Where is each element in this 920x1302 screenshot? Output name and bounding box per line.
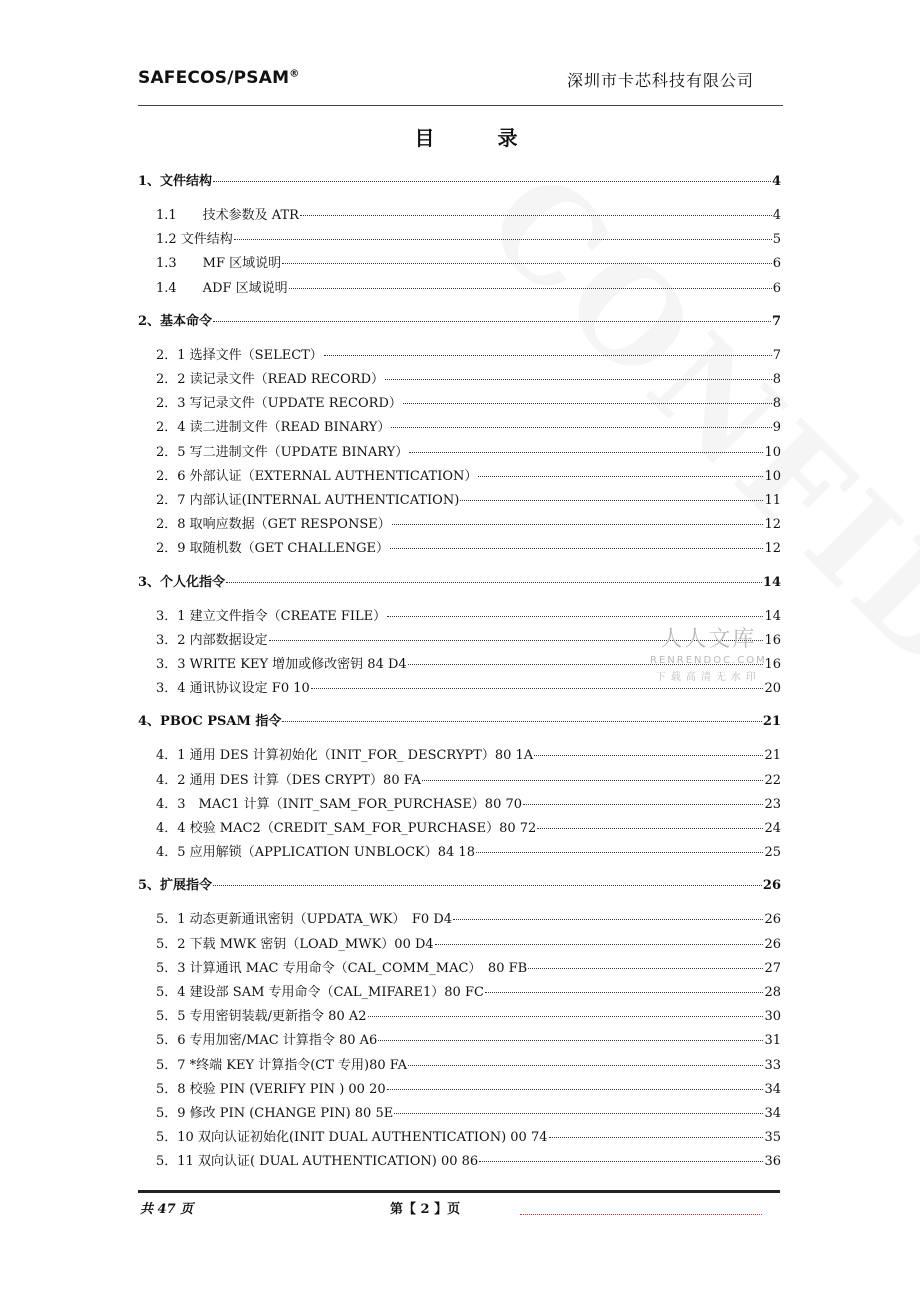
- toc-leader-dots: [485, 992, 764, 993]
- toc-entry-label: 4．2 通用 DES 计算（DES CRYPT）80 FA: [156, 772, 421, 788]
- toc-entry-page: 14: [764, 608, 781, 624]
- toc-entry-page: 33: [764, 1057, 781, 1073]
- toc-entry[interactable]: [138, 441, 781, 460]
- toc-entry-label: 4、PBOC PSAM 指令: [138, 714, 282, 730]
- toc-entry[interactable]: [138, 981, 781, 1000]
- toc-entry[interactable]: [138, 204, 781, 223]
- toc-entry-page: 28: [764, 985, 781, 1000]
- toc-entry-label: 5．1 动态更新通讯密钥（UPDATA_WK） F0 D4: [156, 912, 453, 928]
- toc-entry[interactable]: [138, 489, 781, 508]
- toc-entry-page: 12: [764, 541, 781, 557]
- toc-entry-label: 2．5 写二进制文件（UPDATE BINARY）: [156, 444, 409, 460]
- toc-entry[interactable]: [138, 957, 781, 976]
- toc-entry-page: 34: [764, 1106, 781, 1121]
- toc-entry[interactable]: [138, 537, 781, 556]
- toc-leader-dots: [391, 427, 771, 428]
- toc-entry-label: 1、文件结构: [138, 174, 213, 189]
- watermark-tagline: 下载高清无水印: [655, 672, 761, 683]
- toc-entry-label: 3．3 WRITE KEY 增加或修改密钥 84 D4: [156, 657, 407, 672]
- toc-entry[interactable]: [138, 228, 781, 247]
- toc-leader-dots: [213, 321, 771, 322]
- toc-entry[interactable]: [138, 416, 781, 435]
- toc-entry[interactable]: [138, 344, 781, 363]
- toc-entry-label: 2．8 取响应数据（GET RESPONSE）: [156, 517, 391, 533]
- toc-entry-page: 26: [762, 878, 781, 894]
- toc-entry[interactable]: [138, 1078, 781, 1097]
- toc-leader-dots: [523, 804, 763, 805]
- toc-entry-page: 5: [772, 232, 781, 248]
- toc-entry-page: 25: [764, 845, 781, 861]
- toc-entry-label: 5．10 双向认证初始化(INIT DUAL AUTHENTICATION) 00 74: [156, 1130, 548, 1146]
- toc-entry-label: 2．2 读记录文件（READ RECORD）: [156, 372, 384, 387]
- toc-entry-page: 35: [764, 1130, 781, 1146]
- watermark-url: RENRENDOC.COM: [650, 655, 767, 666]
- toc-entry-label: 3、个人化指令: [138, 574, 226, 590]
- toc-leader-dots: [408, 1065, 763, 1066]
- toc-entry[interactable]: [138, 513, 781, 532]
- toc-entry[interactable]: [138, 465, 781, 484]
- toc-leader-dots: [435, 944, 764, 945]
- toc-entry-page: 10: [764, 444, 781, 460]
- toc-section-heading[interactable]: [138, 310, 781, 329]
- footer-divider: [138, 1190, 780, 1193]
- toc-entry-label: 1.2 文件结构: [156, 232, 233, 248]
- toc-entry-page: 20: [764, 681, 781, 697]
- site-watermark: [650, 622, 767, 683]
- toc-entry-page: 21: [762, 714, 781, 730]
- toc-leader-dots: [289, 288, 772, 289]
- toc-entry-label: 5．11 双向认证( DUAL AUTHENTICATION) 00 86: [156, 1154, 479, 1170]
- toc-entry-page: 8: [772, 396, 781, 412]
- toc-entry[interactable]: [138, 252, 781, 271]
- toc-entry-label: 5．9 修改 PIN (CHANGE PIN) 80 5E: [156, 1106, 394, 1121]
- toc-entry[interactable]: [138, 277, 781, 296]
- toc-entry-label: 2、基本命令: [138, 313, 213, 329]
- toc-leader-dots: [478, 476, 763, 477]
- toc-leader-dots: [324, 355, 772, 356]
- footer-dotted-line: [520, 1214, 762, 1215]
- toc-leader-dots: [453, 919, 763, 920]
- toc-leader-dots: [387, 616, 763, 617]
- toc-leader-dots: [422, 780, 763, 781]
- toc-leader-dots: [528, 968, 763, 969]
- toc-entry[interactable]: [138, 1150, 781, 1169]
- toc-leader-dots: [403, 403, 772, 404]
- toc-leader-dots: [537, 828, 763, 829]
- toc-leader-dots: [368, 1016, 764, 1017]
- toc-entry-label: 2．9 取随机数（GET CHALLENGE）: [156, 541, 390, 557]
- toc-leader-dots: [460, 500, 763, 501]
- toc-entry-page: 36: [764, 1154, 781, 1170]
- toc-entry[interactable]: [138, 744, 781, 763]
- toc-entry-label: 4．5 应用解锁（APPLICATION UNBLOCK）84 18: [156, 845, 475, 861]
- toc-leader-dots: [378, 1040, 763, 1041]
- toc-entry-label: 5．5 专用密钥装载/更新指令 80 A2: [156, 1009, 367, 1025]
- toc-entry-page: 30: [764, 1009, 781, 1025]
- toc-entry-label: 3．4 通讯协议设定 F0 10: [156, 681, 310, 697]
- toc-entry-label: 2．3 写记录文件（UPDATE RECORD）: [156, 396, 402, 412]
- toc-entry-page: 6: [772, 256, 781, 272]
- toc-entry-label: 1.4 ADF 区域说明: [156, 280, 288, 296]
- toc-entry[interactable]: [138, 1126, 781, 1145]
- toc-entry-label: 5．4 建设部 SAM 专用命令（CAL_MIFARE1）80 FC: [156, 985, 484, 1000]
- toc-leader-dots: [234, 239, 772, 240]
- toc-leader-dots: [282, 721, 761, 722]
- toc-entry-page: 9: [772, 420, 781, 436]
- toc-entry-label: 2．6 外部认证（EXTERNAL AUTHENTICATION）: [156, 468, 478, 484]
- toc-entry-page: 6: [772, 280, 781, 296]
- toc-entry-label: 5．3 计算通讯 MAC 专用命令（CAL_COMM_MAC） 80 FB: [156, 960, 528, 976]
- toc-entry-page: 34: [764, 1081, 781, 1097]
- toc-entry[interactable]: [138, 841, 781, 860]
- toc-entry[interactable]: [138, 769, 781, 788]
- toc-entry-label: 4．3 MAC1 计算（INIT_SAM_FOR_PURCHASE）80 70: [156, 796, 523, 812]
- toc-leader-dots: [409, 452, 763, 453]
- header-product-name: SAFECOS/PSAM®: [138, 68, 300, 88]
- toc-entry-label: 5．8 校验 PIN (VERIFY PIN ) 00 20: [156, 1081, 386, 1097]
- toc-entry-label: 1.3 MF 区域说明: [156, 256, 282, 272]
- toc-leader-dots: [213, 181, 771, 182]
- toc-section-heading[interactable]: [138, 710, 781, 729]
- toc-entry[interactable]: [138, 392, 781, 411]
- toc-leader-dots: [282, 263, 772, 264]
- toc-leader-dots: [387, 1089, 764, 1090]
- toc-section-heading[interactable]: [138, 874, 781, 893]
- toc-entry[interactable]: [138, 793, 781, 812]
- toc-entry-label: 5．7 *终端 KEY 计算指令(CT 专用)80 FA: [156, 1057, 408, 1073]
- header-company-name: 深圳市卡芯科技有限公司: [566, 71, 754, 90]
- toc-entry-page: 4: [772, 208, 781, 223]
- toc-leader-dots: [534, 755, 763, 756]
- toc-entry-page: 27: [764, 960, 781, 976]
- toc-leader-dots: [311, 688, 764, 689]
- toc-leader-dots: [476, 852, 763, 853]
- toc-leader-dots: [385, 379, 772, 380]
- toc-entry-label: 2．1 选择文件（SELECT）: [156, 347, 323, 363]
- toc-entry-label: 1.1 技术参数及 ATR: [156, 208, 299, 223]
- toc-entry-label: 4．4 校验 MAC2（CREDIT_SAM_FOR_PURCHASE）80 72: [156, 821, 537, 836]
- toc-entry-page: 26: [764, 936, 781, 952]
- toc-entry[interactable]: [138, 605, 781, 624]
- toc-entry-page: 22: [764, 772, 781, 788]
- footer-total-pages: 共 47 页: [140, 1202, 194, 1217]
- toc-entry[interactable]: [138, 1054, 781, 1073]
- toc-entry-label: 2．4 读二进制文件（READ BINARY）: [156, 420, 391, 436]
- toc-entry-page: 16: [764, 657, 781, 672]
- toc-entry[interactable]: [138, 1029, 781, 1048]
- toc-entry[interactable]: [138, 908, 781, 927]
- toc-leader-dots: [394, 1113, 763, 1114]
- toc-entry-page: 4: [771, 174, 781, 189]
- toc-entry-label: 3．2 内部数据设定: [156, 632, 268, 648]
- toc-entry-page: 21: [764, 748, 781, 764]
- toc-leader-dots: [392, 524, 764, 525]
- toc-entry-page: 10: [764, 468, 781, 484]
- toc-entry[interactable]: [138, 1005, 781, 1024]
- toc-leader-dots: [549, 1137, 764, 1138]
- toc-section-heading[interactable]: [138, 571, 781, 590]
- toc-entry-page: 8: [772, 372, 781, 387]
- footer-page-number: 第【 2 】页: [390, 1202, 461, 1217]
- toc-leader-dots: [390, 548, 763, 549]
- toc-entry-label: 2．7 内部认证(INTERNAL AUTHENTICATION): [156, 493, 460, 508]
- toc-entry-label: 5、扩展指令: [138, 878, 213, 894]
- toc-entry-page: 12: [764, 517, 781, 533]
- toc-entry-page: 11: [764, 493, 781, 508]
- toc-entry[interactable]: [138, 1102, 781, 1121]
- toc-entry-page: 14: [762, 574, 781, 590]
- toc-entry-label: 5．6 专用加密/MAC 计算指令 80 A6: [156, 1033, 378, 1049]
- toc-entry-page: 31: [764, 1033, 781, 1049]
- toc-entry[interactable]: [138, 933, 781, 952]
- toc-entry-page: 26: [764, 912, 781, 928]
- toc-entry-page: 23: [764, 796, 781, 812]
- header-divider: [138, 105, 783, 106]
- toc-leader-dots: [226, 582, 762, 583]
- toc-entry[interactable]: [138, 817, 781, 836]
- registered-mark: ®: [289, 68, 300, 80]
- toc-leader-dots: [300, 215, 772, 216]
- toc-entry-page: 16: [764, 632, 781, 648]
- toc-leader-dots: [213, 885, 762, 886]
- toc-entry[interactable]: [138, 368, 781, 387]
- toc-entry-label: 4．1 通用 DES 计算初始化（INIT_FOR_ DESCRYPT）80 1A: [156, 748, 534, 764]
- watermark-title: 人人文库: [660, 627, 757, 652]
- toc-title: 目 录: [414, 126, 546, 150]
- toc-entry-page: 7: [771, 313, 781, 329]
- toc-section-heading[interactable]: [138, 170, 781, 189]
- toc-entry-label: 3．1 建立文件指令（CREATE FILE）: [156, 608, 387, 624]
- toc-entry-page: 7: [772, 347, 781, 363]
- toc-leader-dots: [479, 1161, 763, 1162]
- toc-entry-page: 24: [764, 821, 781, 836]
- toc-entry-label: 5．2 下载 MWK 密钥（LOAD_MWK）00 D4: [156, 936, 434, 952]
